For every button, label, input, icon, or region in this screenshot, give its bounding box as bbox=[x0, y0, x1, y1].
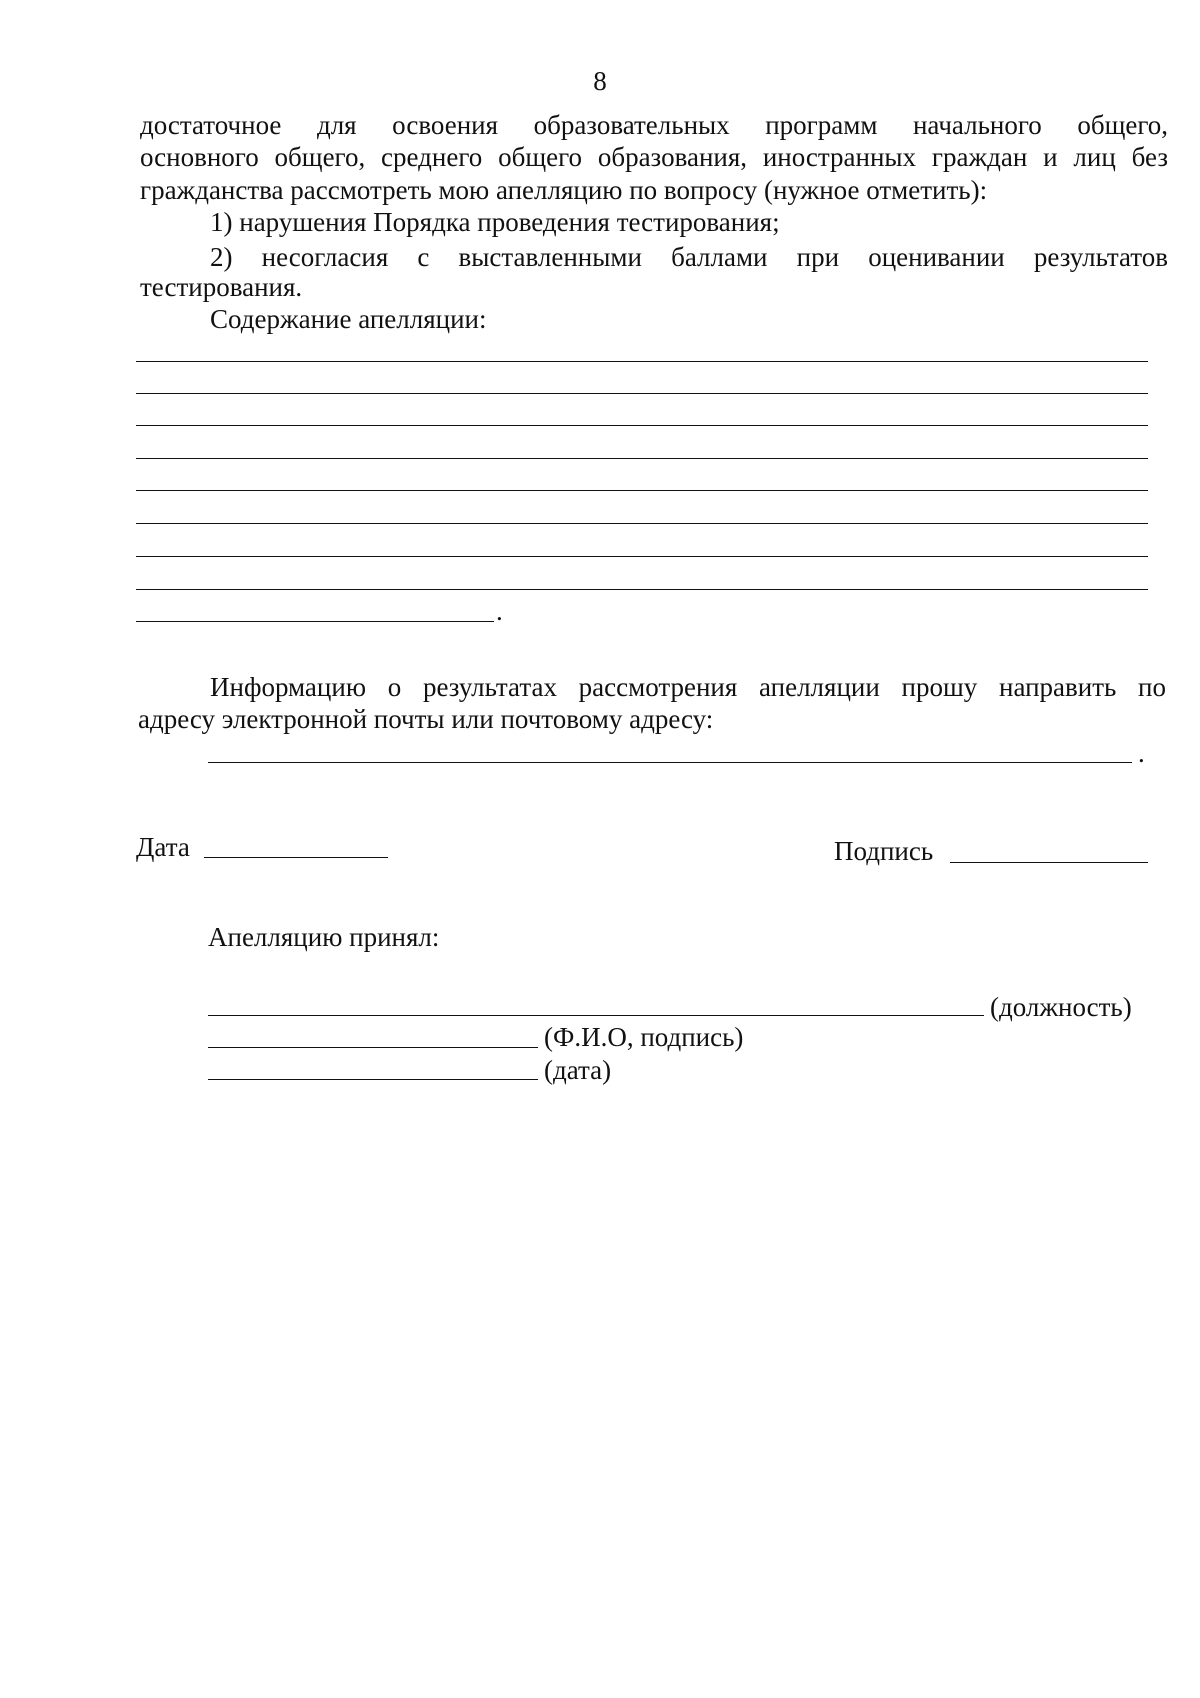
appeal-content-label: Содержание апелляции: bbox=[210, 304, 487, 334]
intro-line-3: гражданства рассмотреть мою апелляцию по вопросу (нужное отметить): bbox=[140, 175, 988, 205]
date-label: Дата bbox=[136, 832, 190, 862]
write-in-line bbox=[136, 425, 1148, 426]
write-in-line bbox=[136, 556, 1148, 557]
address-field-line bbox=[208, 762, 1132, 763]
name-signature-caption: (Ф.И.О, подпись) bbox=[544, 1022, 744, 1052]
info-line-1: Информацию о результатах рассмотрения апелляции прошу направить по bbox=[210, 672, 1166, 702]
write-in-line bbox=[136, 458, 1148, 459]
write-in-line bbox=[136, 490, 1148, 491]
info-line-2: адресу электронной почты или почтовому адресу: bbox=[138, 704, 714, 734]
accepted-date-caption: (дата) bbox=[544, 1055, 612, 1085]
address-period: . bbox=[1138, 738, 1145, 768]
name-signature-field-line bbox=[208, 1047, 538, 1048]
signature-label: Подпись bbox=[834, 836, 934, 866]
write-in-line bbox=[136, 523, 1148, 524]
page-number: 8 bbox=[593, 66, 607, 96]
option-2-line-1: 2) несогласия с выставленными баллами при оценивании результатов bbox=[210, 242, 1168, 272]
write-in-line-short bbox=[136, 621, 494, 622]
option-2-line-2: тестирования. bbox=[140, 272, 303, 302]
intro-line-2: основного общего, среднего общего образования, иностранных граждан и лиц без bbox=[140, 142, 1168, 172]
write-in-line bbox=[136, 361, 1148, 362]
position-caption: (должность) bbox=[990, 992, 1132, 1022]
accepted-date-field-line bbox=[208, 1079, 538, 1080]
accepted-label: Апелляцию принял: bbox=[208, 922, 440, 952]
option-1: 1) нарушения Порядка проведения тестирования; bbox=[210, 207, 780, 237]
intro-line-1: достаточное для освоения образовательных программ начального общего, bbox=[140, 110, 1168, 140]
signature-field-line bbox=[950, 862, 1148, 863]
date-field-line bbox=[204, 857, 388, 858]
appeal-content-period: . bbox=[496, 596, 503, 626]
write-in-line bbox=[136, 393, 1148, 394]
position-field-line bbox=[208, 1015, 984, 1016]
write-in-line bbox=[136, 589, 1148, 590]
